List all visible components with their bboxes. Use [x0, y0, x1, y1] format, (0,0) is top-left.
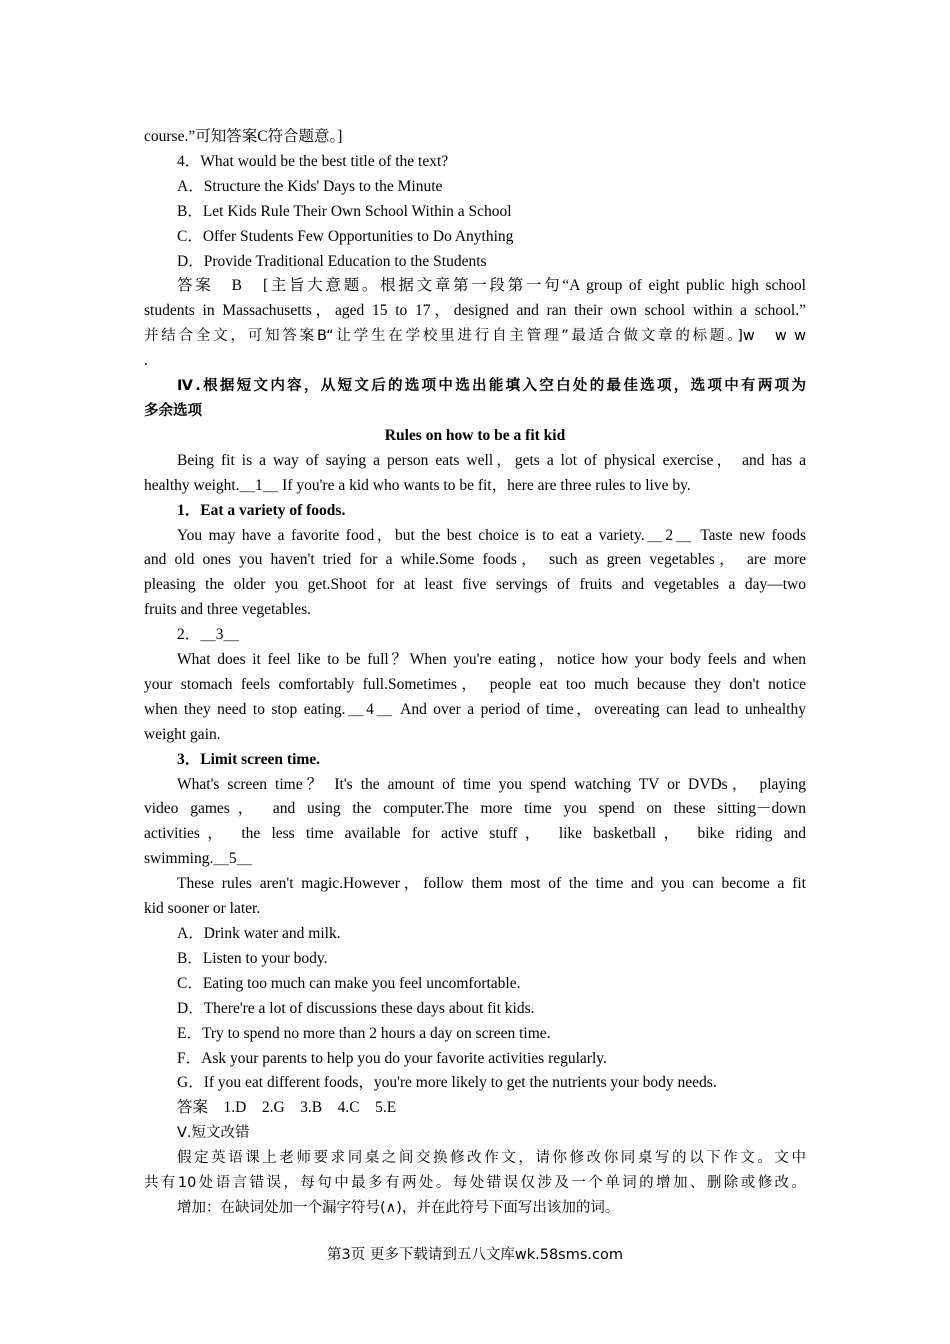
passage-line: video games， and using the computer.The more time you spend on these sitting－down [144, 800, 806, 818]
passage-line: pleasing the older you get.Shoot for at least five servings of fruits and vegetables a day—two [144, 576, 806, 594]
passage-title: Rules on how to be a fit kid [384, 426, 566, 444]
section4-instruction-2: 多余选项 [144, 402, 202, 419]
choice-option-a: A．Drink water and milk. [177, 925, 341, 942]
section5-line-1: 假定英语课上老师要求同桌之间交换修改作文，请你修改你同桌写的以下作文。文中 [177, 1150, 806, 1167]
choice-option-c: C．Eating too much can make you feel uncomfortable. [177, 974, 521, 992]
passage-line: fruits and three vegetables. [144, 601, 311, 619]
rule-2-heading-blank: 2．＿3＿ [177, 626, 240, 644]
section4-answer: 答案 1.D 2.G 3.B 4.C 5.E [177, 1099, 397, 1117]
choice-option-f: F．Ask your parents to help you do your favorite activities regularly. [177, 1049, 607, 1067]
q4-option-a: A．Structure the Kids' Days to the Minute [177, 177, 443, 195]
passage-line: activities， the less time available for active stuff， like basketball， bike riding and [144, 825, 806, 843]
rule-1-heading: 1．Eat a variety of foods. [177, 501, 346, 519]
choice-option-e: E．Try to spend no more than 2 hours a day on screen time. [177, 1024, 551, 1042]
rule-3-heading: 3．Limit screen time. [177, 750, 321, 768]
choice-option-b: B．Listen to your body. [177, 949, 328, 967]
q4-answer-line-2: students in Massachusetts，aged 15 to 17，designed and ran their own school within a school.” [144, 302, 806, 320]
q4-option-b: B．Let Kids Rule Their Own School Within a School [177, 202, 512, 220]
document-page [144, 125, 806, 1221]
q4-answer-line-1: 答案 B [主旨大意题。根据文章第一段第一句“A group of eight public high school [177, 277, 806, 295]
passage-line: when they need to stop eating.＿4＿ And over a period of time，overeating can lead to unhealthy [144, 700, 806, 718]
passage-line: You may have a favorite food，but the best choice is to eat a variety.＿2＿ Taste new foods [177, 526, 806, 544]
passage-line: your stomach feels comfortably full.Sometimes， people eat too much because they don't notice [144, 675, 806, 693]
passage-line: What does it feel like to be full？When you're eating，notice how your body feels and when [177, 651, 806, 669]
q4-option-c: C．Offer Students Few Opportunities to Do Anything [177, 227, 514, 245]
q4-question: 4．What would be the best title of the text? [177, 152, 449, 170]
section4-instruction-1: Ⅳ.根据短文内容，从短文后的选项中选出能填入空白处的最佳选项，选项中有两项为 [177, 378, 806, 395]
prev-answer-tail: course.”可知答案C符合题意。] [144, 128, 343, 145]
section5-line-2: 共有10处语言错误，每句中最多有两处。每处错误仅涉及一个单词的增加、删除或修改。 [144, 1175, 806, 1192]
section5-line-3: 增加：在缺词处加一个漏字符号(∧)，并在此符号下面写出该加的词。 [177, 1199, 620, 1216]
passage-line: Being fit is a way of saying a person eats well，gets a lot of physical exercise， and has a [177, 451, 806, 469]
passage-line: What's screen time？ It's the amount of time you spend watching TV or DVDs， playing [177, 775, 806, 793]
passage-line: swimming.＿5＿ [144, 850, 253, 868]
passage-line: weight gain. [144, 725, 221, 743]
passage-line: kid sooner or later. [144, 900, 261, 918]
q4-answer-line-3: 并结合全文，可知答案B“让学生在学校里进行自主管理”最适合做文章的标题。]w w w [144, 328, 806, 345]
passage-line: These rules aren't magic.However，follow them most of the time and you can become a fit [177, 875, 806, 893]
choice-option-d: D．There're a lot of discussions these days about fit kids. [177, 999, 535, 1017]
q4-answer-line-4: . [144, 352, 148, 370]
choice-option-g: G．If you eat different foods，you're more likely to get the nutrients your body needs. [177, 1074, 717, 1092]
passage-line: healthy weight.＿1＿ If you're a kid who wants to be fit，here are three rules to live by. [144, 476, 691, 494]
passage-line: and old ones you haven't tried for a while.Some foods， such as green vegetables， are more [144, 551, 806, 569]
page-footer: 第3页 更多下载请到五八文库wk.58sms.com [327, 1247, 623, 1263]
section5-heading: Ⅴ.短文改错 [177, 1125, 250, 1142]
q4-option-d: D．Provide Traditional Education to the Students [177, 252, 487, 270]
